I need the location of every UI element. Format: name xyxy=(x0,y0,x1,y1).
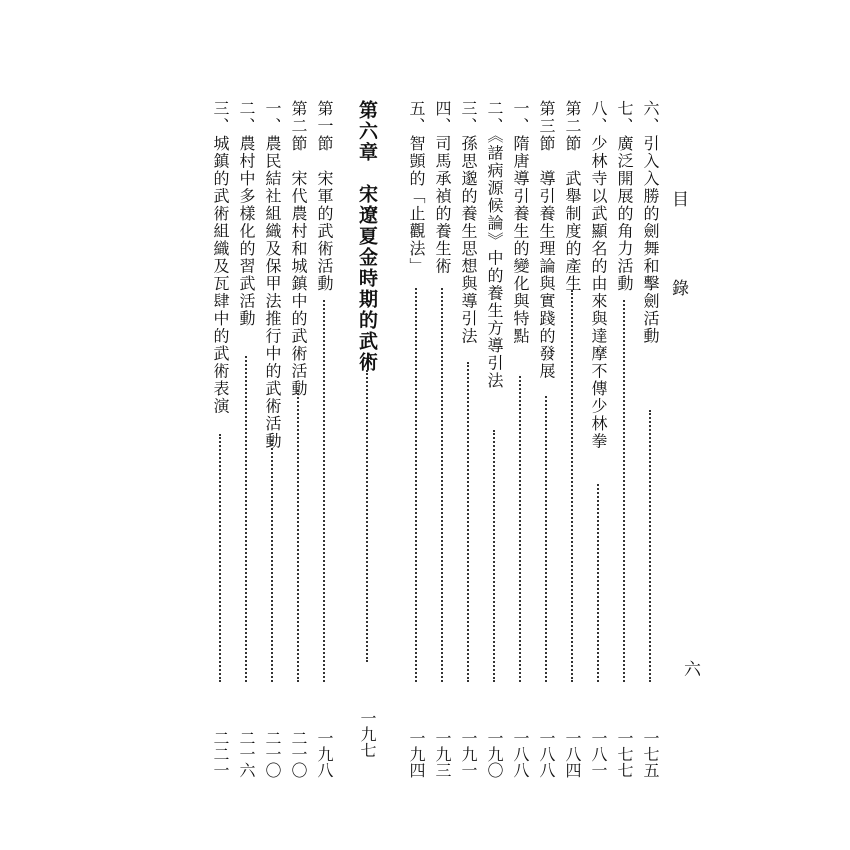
toc-entry-page: 一九三 xyxy=(433,730,452,778)
toc-entry-title: 八、少林寺以武顯名的由來與達摩不傳少林拳 xyxy=(589,100,608,450)
toc-entry-title: 七、廣泛開展的角力活動 xyxy=(615,100,634,293)
toc-entry[interactable] xyxy=(287,100,309,800)
toc-entry-page: 二一〇 xyxy=(289,730,308,778)
dot-leader xyxy=(467,362,471,682)
toc-entry-title: 四、司馬承禎的養生術 xyxy=(433,100,452,275)
toc-entry-page: 一九〇 xyxy=(485,730,504,778)
toc-entry-page: 二一〇 xyxy=(263,730,282,778)
toc-entry-title: 五、智顗的「止觀法」 xyxy=(407,100,426,275)
toc-entry-title: 一、農民結社組織及保甲法推行中的武術活動 xyxy=(263,100,282,450)
toc-entry[interactable] xyxy=(587,100,609,800)
toc-entry-title: 第六章 宋遼夏金時期的武術 xyxy=(356,100,378,373)
dot-leader xyxy=(297,390,301,682)
dot-leader xyxy=(519,376,523,682)
toc-entry-title: 第二節 宋代農村和城鎮中的武術活動 xyxy=(289,100,308,398)
running-head: 目 錄 xyxy=(668,190,688,322)
toc-entry[interactable] xyxy=(405,100,427,800)
dot-leader xyxy=(271,440,275,682)
toc-entry-page: 一七五 xyxy=(641,730,660,778)
dot-leader xyxy=(366,370,370,662)
toc-entry-page: 一九一 xyxy=(459,730,478,778)
dot-leader xyxy=(597,484,601,682)
toc-entry[interactable] xyxy=(561,100,583,800)
toc-entry-title: 二、農村中多樣化的習武活動 xyxy=(237,100,256,328)
dot-leader xyxy=(441,288,445,682)
dot-leader xyxy=(571,290,575,682)
toc-entry-page: 一九七 xyxy=(358,710,377,758)
toc-entry-page: 一八八 xyxy=(511,730,530,778)
toc-entry[interactable] xyxy=(313,100,335,800)
dot-leader xyxy=(323,300,327,682)
dot-leader xyxy=(649,410,653,682)
toc-entry[interactable] xyxy=(613,100,635,800)
toc-entry[interactable] xyxy=(431,100,453,800)
toc-entry-title: 一、隋唐導引養生的變化與特點 xyxy=(511,100,530,345)
toc-entry-title: 第二節 武舉制度的產生 xyxy=(563,100,582,293)
dot-leader xyxy=(219,434,223,682)
toc-entry-title: 三、城鎮的武術組織及瓦肆中的武術表演 xyxy=(211,100,230,415)
toc-chapter-entry[interactable] xyxy=(356,100,378,800)
toc-entry-page: 一八八 xyxy=(537,730,556,778)
toc-entry-title: 二、《諸病源候論》中的養生方導引法 xyxy=(485,100,504,390)
toc-entry[interactable] xyxy=(261,100,283,800)
toc-entry-page: 一九八 xyxy=(315,730,334,778)
toc-entry[interactable] xyxy=(209,100,231,800)
toc-entry[interactable] xyxy=(235,100,257,800)
toc-entry-page: 二二一 xyxy=(211,730,230,778)
toc-entry-title: 六、引入入勝的劍舞和擊劍活動 xyxy=(641,100,660,345)
dot-leader xyxy=(493,430,497,682)
toc-entry-page: 一八四 xyxy=(563,730,582,778)
dot-leader xyxy=(545,396,549,682)
toc-entry[interactable] xyxy=(509,100,531,800)
toc-entry[interactable] xyxy=(639,100,661,800)
toc-entry[interactable] xyxy=(457,100,479,800)
dot-leader xyxy=(623,300,627,682)
toc-entry[interactable] xyxy=(483,100,505,800)
dot-leader xyxy=(415,288,419,682)
toc-entry-page: 一七七 xyxy=(615,730,634,778)
toc-entry-page: 二一六 xyxy=(237,730,256,778)
toc-entry-page: 一八一 xyxy=(589,730,608,778)
toc-entry[interactable] xyxy=(535,100,557,800)
toc-entry-title: 第一節 宋軍的武術活動 xyxy=(315,100,334,293)
toc-entry-page: 一九四 xyxy=(407,730,426,778)
toc-entry-title: 三、孫思邈的養生思想與導引法 xyxy=(459,100,478,345)
toc-entry-title: 第三節 導引養生理論與實踐的發展 xyxy=(537,100,556,380)
page-number: 六 xyxy=(680,660,700,677)
dot-leader xyxy=(245,356,249,682)
